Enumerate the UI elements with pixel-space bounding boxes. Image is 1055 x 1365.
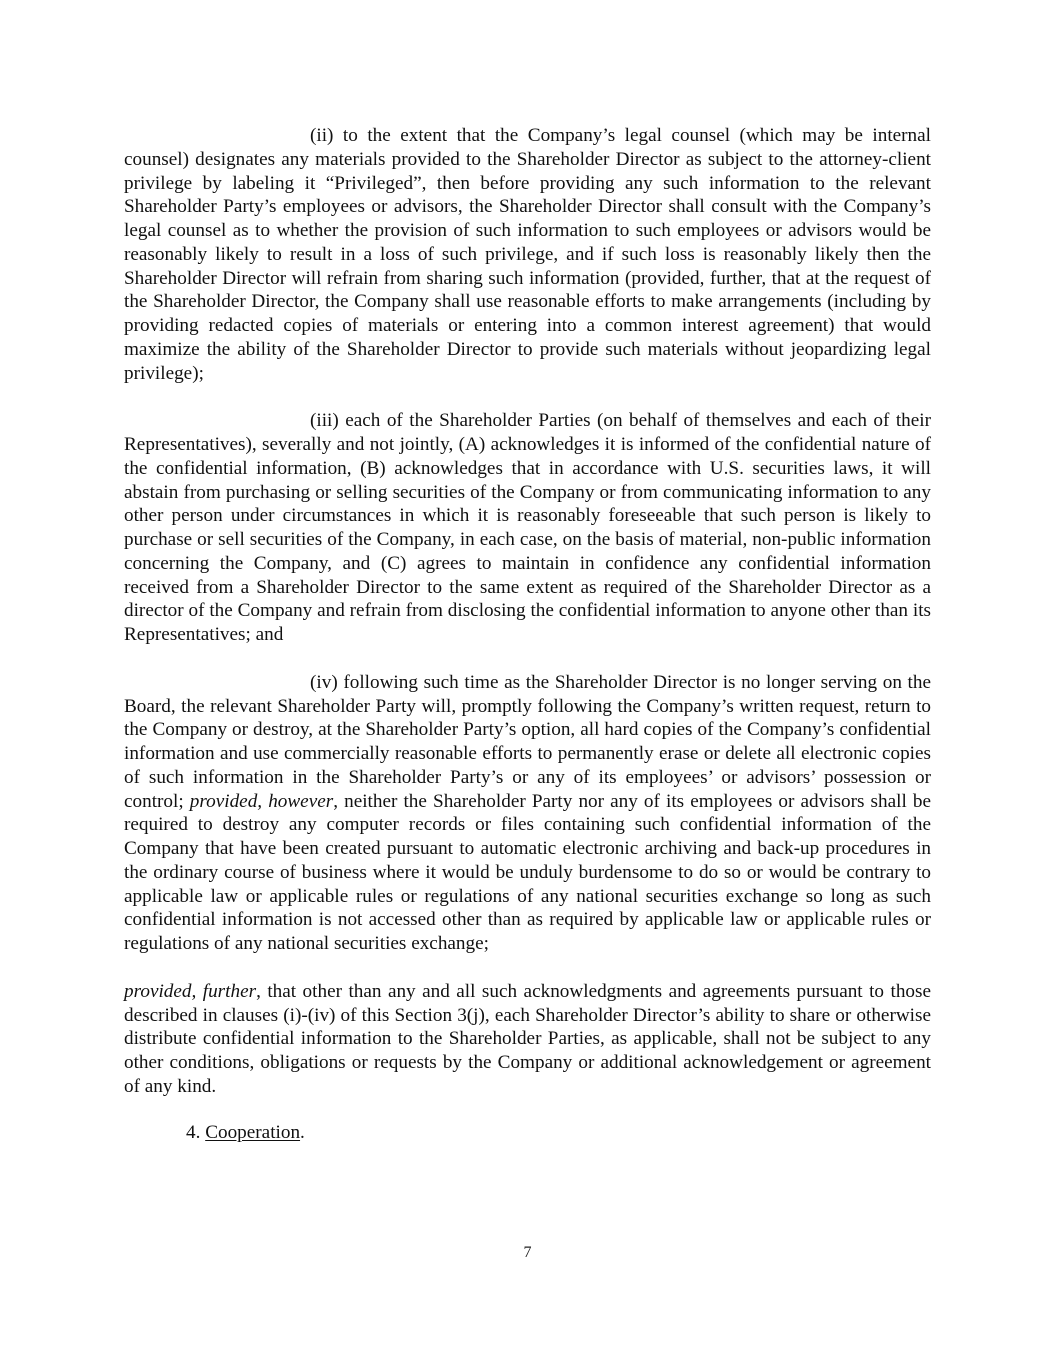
page-number: 7 [523, 1244, 532, 1261]
proviso-paragraph [124, 980, 931, 1099]
section-title: Cooperation [205, 1121, 301, 1143]
document-page [124, 124, 931, 1144]
proviso-italic: provided, further [124, 980, 257, 1002]
clause-iv-italic-proviso: provided, however [189, 790, 334, 812]
clause-iv [124, 671, 931, 956]
clause-iv-text-after: , neither the Shareholder Party nor any of its employees or advisors shall be required to destroy any computer records or files containing such confidential information of the Company that have been created pursuant to automatic electronic archiving and back-up procedures in the ordinary course of business where it would be unduly burdensome to do so or would be contrary to applicable law or applicable rules or regulations of any national securities exchange so long as such confidential information is not accessed other than as required by applicable law or applicable rules or regulations of any national securities exchange; [124, 790, 932, 954]
section-heading [124, 1121, 931, 1145]
section-title-suffix: . [300, 1121, 305, 1143]
clause-iv-text-before: (iv) following such time as the Shareholder Director is no longer serving on the Board, the relevant Shareholder Party will, promptly following the Company’s written request, return to the Company or destroy, at the Shareholder Party’s option, all hard copies of the Company’s confidential information and use commercially reasonable efforts to permanently erase or delete all electronic copies of such information in the Shareholder Party’s or any of its employees’ or advisors’ possession or control; [124, 671, 931, 812]
proviso-text: , that other than any and all such acknowledgments and agreements pursuant to those described in clauses (i)-(iv) of this Section 3(j), each Shareholder Director’s ability to share or otherwise distribute confidential information to the Shareholder Parties, as applicable, shall not be subject to any other conditions, obligations or requests by the Company or additional acknowledgement or agreement of any kind. [124, 980, 931, 1097]
section-number: 4. [186, 1121, 206, 1143]
clause-iii: (iii) each of the Shareholder Parties (on behalf of themselves and each of their Representatives), severally and not jointly, (A) acknowledges it is informed of the confidential nature of the confidential information, (B) acknowledges that in accordance with U.S. securities laws, it will abstain from purchasing or selling securities of the Company or from communicating information to any other person under circumstances in which it is reasonably foreseeable that such person is likely to purchase or sell securities of the Company, in each case, on the basis of material, non-public information concerning the Company, and (C) agrees to maintain in confidence any confidential information received from a Shareholder Director to the same extent as required of the Shareholder Director as a director of the Company and refrain from disclosing the confidential information to anyone other than its Representatives; and [124, 410, 931, 645]
clause-ii: (ii) to the extent that the Company’s legal counsel (which may be internal counsel) designates any materials provided to the Shareholder Director as subject to the attorney-client privilege by labeling it “Privileged”, then before providing any such information to the relevant Shareholder Party’s employees or advisors, the Shareholder Director shall consult with the Company’s legal counsel as to whether the provision of such information to such employees or advisors would be reasonably likely to result in a loss of such privilege, and if such loss is reasonably likely then the Shareholder Director will refrain from sharing such information (provided, further, that at the request of the Shareholder Director, the Company shall use reasonable efforts to make arrangements (including by providing redacted copies of materials or entering into a common interest agreement) that would maximize the ability of the Shareholder Director to provide such materials without jeopardizing legal privilege); [124, 125, 931, 384]
